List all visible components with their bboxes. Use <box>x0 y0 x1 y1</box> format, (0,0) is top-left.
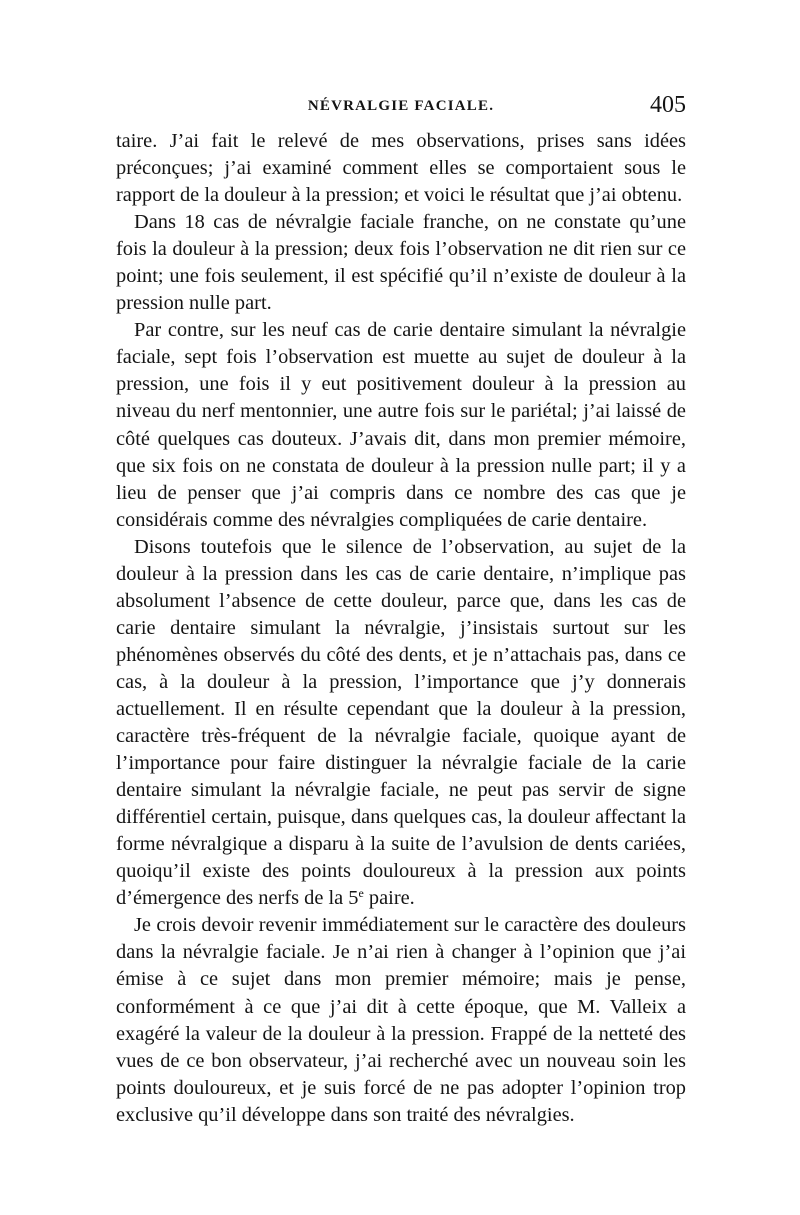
paragraph-text: Disons toutefois que le silence de l’observation, au sujet de la douleur à la pression dans les cas de carie dentaire, n’implique pas absolument l’absence de cette douleur, parce que, dans les cas de carie dentaire simulant la névralgie, j’insistais surtout sur les phénomènes observés du côté des dents, et je n’attachais pas, dans ce cas, à la douleur à la pression, l’importance que j’y donnerais actuellement. Il en résulte cependant que la douleur à la pression, caractère très-fréquent de la névralgie faciale, quoique ayant de l’importance pour faire distinguer la névralgie faciale de la carie dentaire simulant la névralgie faciale, ne peut pas servir de signe différentiel certain, puisque, dans quelques cas, la douleur affectant la forme névralgique a disparu à la suite de l’avulsion de dents cariées, quoiqu’il existe des points douloureux à la pression aux points d’émergence des nerfs de la 5 <box>116 535 686 910</box>
paragraph: taire. J’ai fait le relevé de mes observations, prises sans idées préconçues; j’ai examiné comment elles se comportaient sous le rapport de la douleur à la pression; et voici le résultat que j’ai obtenu. <box>116 130 686 207</box>
paragraph: Dans 18 cas de névralgie faciale franche, on ne constate qu’une fois la douleur à la pression; deux fois l’observation ne dit rien sur ce point; une fois seulement, il est spécifié qu’il n’existe de douleur à la pression nulle part. <box>116 211 686 315</box>
running-title: NÉVRALGIE FACIALE. <box>307 98 495 114</box>
running-header <box>116 92 686 126</box>
paragraph <box>116 534 686 913</box>
body-text <box>116 128 686 1129</box>
ordinal-superscript: e <box>358 886 364 901</box>
paragraph: Par contre, sur les neuf cas de carie dentaire simulant la névralgie faciale, sept fois l’observation est muette au sujet de douleur à la pression, une fois il y eut positivement douleur à la pression au niveau du nerf mentonnier, une autre fois sur le pariétal; j’ai laissé de côté quelques cas douteux. J’avais dit, dans mon premier mémoire, que six fois on ne constata de douleur à la pression nulle part; il y a lieu de penser que j’ai compris dans ce nombre des cas que je considérais comme des névralgies compliquées de carie dentaire. <box>116 319 686 531</box>
paragraph-text-end: paire. <box>363 887 415 910</box>
paragraph: Je crois devoir revenir immédiatement sur le caractère des douleurs dans la névralgie faciale. Je n’ai rien à changer à l’opinion que j’ai émise à ce sujet dans mon premier mémoire; mais je pense, conformément à ce que j’ai dit à cette époque, que M. Valleix a exagéré la valeur de la douleur à la pression. Frappé de la netteté des vues de ce bon observateur, j’ai recherché avec un nouveau soin les points douloureux, et je suis forcé de ne pas adopter l’opinion trop exclusive qu’il développe dans son traité des névralgies. <box>116 914 686 1126</box>
page-number: 405 <box>650 92 686 118</box>
